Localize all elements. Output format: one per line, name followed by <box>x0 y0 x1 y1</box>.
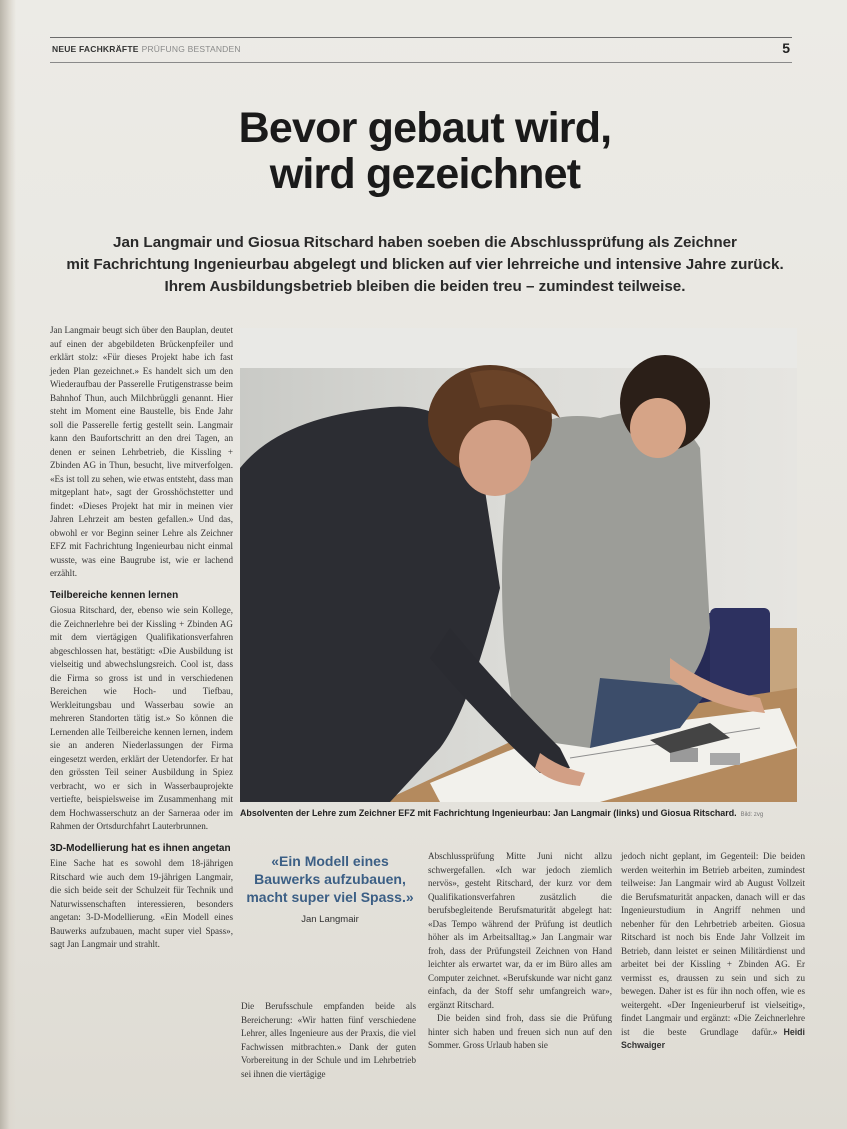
photo-credit: Bild: zvg <box>740 812 764 818</box>
page-number: 5 <box>782 40 790 56</box>
headline <box>60 105 790 197</box>
page-fold-shadow <box>0 0 16 1129</box>
section-label <box>52 44 241 54</box>
body-paragraph: Giosua Ritschard, der, ebenso wie sein Kollege, die Zeichnerlehre bei der Kissling + Zbinden AG mit dem viertägigen Qualifikationsverfahren abgeschlossen hat, bestätigt: «Die Ausbildung ist vielseitig und abwechslungsreich. Cool ist, dass die Firma so gross ist und in verschiedenen Bereichen wie Hoch- und Tiefbau, Werkleitungsbau und Wasserbau sowie an mehreren Standorten tätig ist.» So können die Lernenden alle Teilbereiche kennen lernen, indem sie an anderen Niederlassungen der Firma eingesetzt werden, erklärt der Uetendorfer. Er hat den grössten Teil seiner Ausbildung in Spiez verbracht, wo er sich in Wasserbauprojekte vertiefte, beispielsweise im Zusammenhang mit dem Hochwasserschutz an der Sarneraa oder im Rahmen der Ortsdurchfahrt Lauterbrunnen. <box>50 605 233 831</box>
body-paragraph: Jan Langmair beugt sich über den Bauplan, deutet auf einen der abgebildeten Brückenpfeiler und erklärt stolz: «Für dieses Projekt habe ich fast jeden Plan gezeichnet.» Es handelt sich um den Wiederaufbau der Passerelle Frutigenstrasse beim Bahnhof Thun, auch Milchbrüggli genannt. Hier steht im Moment eine Baustelle, bis Ende Jahr soll die Passerelle fertig gestellt sein. Langmair kann den Baufortschritt an den drei Tagen, an denen er seinen Lehrbetrieb, die Kissling + Zbinden AG in Thun, besucht, live mitverfolgen. «Es ist toll zu sehen, wie etwas entsteht, dass man mitgeplant hat», sagt der Grosshöchstetter und findet: «Dieses Projekt hat mir in meinen vier Jahren Lehrzeit am besten gefallen.» Und das, obwohl er vor Beginn seiner Lehre als Zeichner EFZ mit Fachrichtung Ingenieurbau nicht einmal wusste, was eine Baugrube ist, wie er lachend erzählt. <box>50 325 233 578</box>
lead-line-1: Jan Langmair und Giosua Ritschard haben soeben die Abschlussprüfung als Zeichner <box>113 234 737 251</box>
headline-line-1: Bevor gebaut wird, <box>238 104 612 152</box>
caption-text: Absolventen der Lehre zum Zeichner EFZ mit Fachrichtung Ingenieurbau: Jan Langmair (links) und Giosua Ritschard. <box>240 808 737 818</box>
body-paragraph: Die Berufsschule empfanden beide als Bereicherung: «Wir hatten fünf verschiedene Lehrer, alles Ingenieure aus der Praxis, die viel Fachwissen mitbrachten.» Dank der guten Vorbereitung in der Schule und im Lehrbetrieb sei ihnen die viertägige <box>241 1001 416 1079</box>
lead-line-2: mit Fachrichtung Ingenieurbau abgelegt und blicken auf vier lehrreiche und intensive Jahre zurück. <box>66 256 784 273</box>
body-text: jedoch nicht geplant, im Gegenteil: Die beiden werden weiterhin im Betrieb arbeiten, zumindest teilweise: Jan Langmair wird ab August Vollzeit die Berufsmaturität anpacken, danach will er das Ingenieurstudium in Angriff nehmen und nebenher für den Lehrbetrieb arbeiten. Giosua Ritschard ist noch bis Ende Jahr Vollzeit im Betrieb, dann leistet er seinen Militärdienst und arbeitet bei der Kissling + Zbinden AG. Er vermisst es, draussen zu sein und sich zu bewegen. Daher ist es für ihn noch offen, wie es weitergeht. «Der Ingenieurberuf ist vielseitig», findet Langmair und ergänzt: «Die Zeichnerlehre ist die beste Grundlage dafür.» <box>621 851 805 1037</box>
subheading-3d-modellierung: 3D-Modellierung hat es ihnen angetan <box>50 842 231 854</box>
lead-line-3: Ihrem Ausbildungsbetrieb bleiben die beiden treu – zumindest teilweise. <box>164 278 686 295</box>
body-paragraph: Abschlussprüfung Mitte Juni nicht allzu schwergefallen. «Ich war jedoch ziemlich nervös», gesteht Ritschard, der kurz vor dem Qualifikationsverfahren zusätzlich die berufsbegleitende Berufsmaturität abgelegt hat: «Das Tempo während der Prüfung ist deutlich höher als im Arbeitsalltag.» Jan Langmair war froh, dass der Prüfungsteil Zeichnen von Hand leichter als erwartet war, da er im Büro alles am Computer zeichnet. «Berufskunde war nicht ganz einfach, da der Stoff sehr umfangreich war», ergänzt Ritschard. <box>428 851 612 1010</box>
subheading-teilbereiche: Teilbereiche kennen lernen <box>50 589 179 601</box>
body-column-2 <box>241 1000 416 1081</box>
body-column-1 <box>50 324 233 952</box>
article-photo <box>240 328 797 802</box>
headline-line-2: wird gezeichnet <box>269 150 581 198</box>
page-header <box>50 37 792 63</box>
pull-quote-text: «Ein Modell eines Bauwerks aufzubauen, macht super viel Spass.» <box>246 853 414 905</box>
pull-quote <box>245 852 415 925</box>
author-byline: Heidi Schwaiger <box>621 1026 805 1050</box>
photo-caption <box>240 808 800 818</box>
section-name: NEUE FACHKRÄFTE <box>52 44 139 54</box>
body-column-4 <box>621 850 805 1053</box>
pull-quote-author: Jan Langmair <box>301 914 359 925</box>
body-paragraph: Eine Sache hat es sowohl dem 18-jährigen Ritschard wie auch dem 19-jährigen Langmair, die sich beide seit der Schulzeit für Technik und Naturwissenschaften interessieren, besonders angetan: 3-D-Modellierung. «Ein Modell eines Bauwerks aufzubauen, macht super viel Spass», sagt Jan Langmair und strahlt. <box>50 858 233 949</box>
body-column-3 <box>428 850 612 1053</box>
body-paragraph: Die beiden sind froh, dass sie die Prüfung hinter sich haben und freuen sich nun auf den Sommer. Gross Urlaub haben sie <box>428 1013 612 1050</box>
body-paragraph <box>621 850 805 1053</box>
photo-illustration <box>240 328 797 802</box>
subsection-name: PRÜFUNG BESTANDEN <box>141 44 241 54</box>
lead-paragraph <box>40 232 810 298</box>
